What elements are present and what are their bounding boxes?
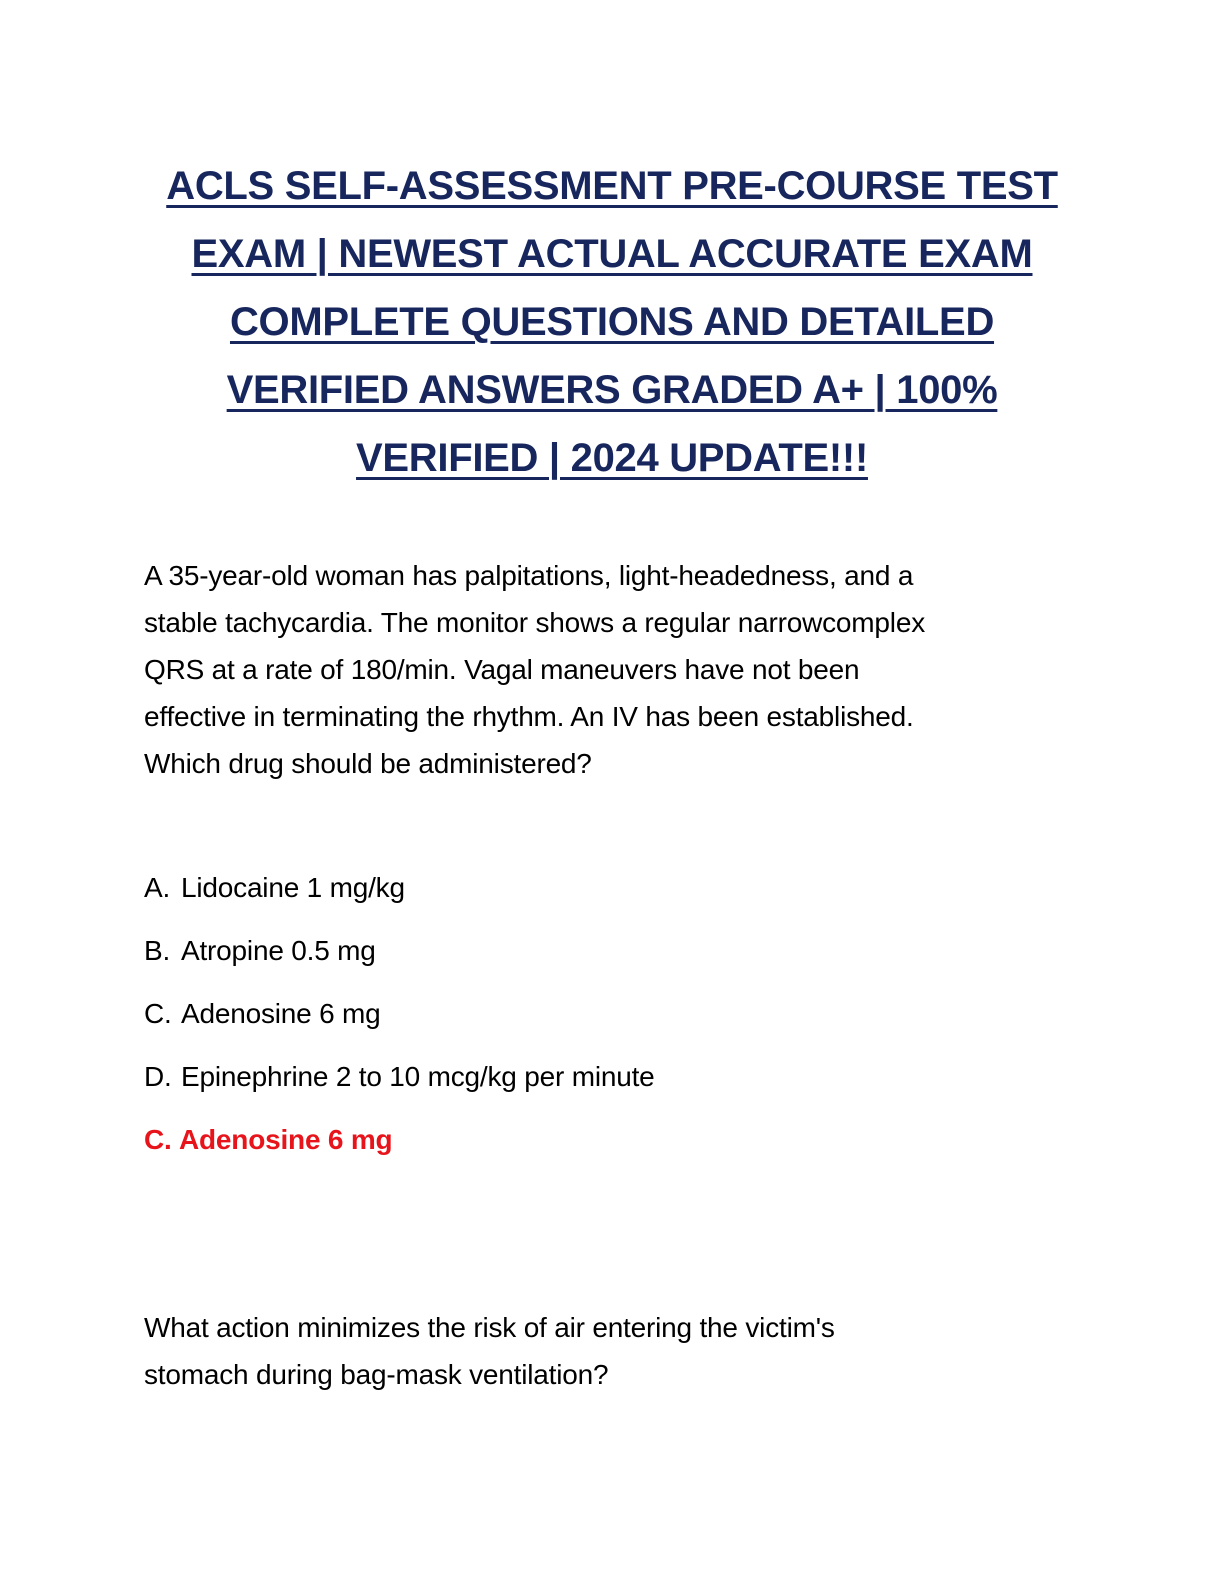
question-line: QRS at a rate of 180/min. Vagal maneuvers have not been: [144, 654, 860, 685]
option-text: Lidocaine 1 mg/kg: [181, 872, 405, 903]
option-a: [144, 864, 1104, 911]
answer-text: Adenosine 6 mg: [179, 1124, 393, 1155]
title-line-text: COMPLETE QUESTIONS AND DETAILED: [229, 300, 995, 344]
title-line-text: VERIFIED ANSWERS GRADED A+ | 100%: [226, 368, 998, 412]
option-letter: C.: [144, 998, 172, 1029]
document-title: [100, 152, 1124, 492]
option-b: [144, 927, 1104, 974]
option-text: Adenosine 6 mg: [181, 998, 381, 1029]
option-letter: A.: [144, 872, 171, 903]
title-line-text: EXAM | NEWEST ACTUAL ACCURATE EXAM: [191, 232, 1033, 276]
answer-options-list: [144, 864, 1104, 1116]
title-line: [100, 288, 1124, 356]
option-letter: B.: [144, 935, 171, 966]
title-line-text: VERIFIED | 2024 UPDATE!!!: [356, 436, 868, 480]
option-text: Atropine 0.5 mg: [181, 935, 376, 966]
title-line-text: ACLS SELF-ASSESSMENT PRE-COURSE TEST: [166, 164, 1058, 208]
question-line: stomach during bag-mask ventilation?: [144, 1359, 609, 1390]
title-line: [100, 356, 1124, 424]
title-line: [100, 152, 1124, 220]
option-d: [144, 1053, 1104, 1100]
title-line: [100, 220, 1124, 288]
question-line: stable tachycardia. The monitor shows a regular narrowcomplex: [144, 607, 925, 638]
option-letter: D.: [144, 1061, 172, 1092]
option-c: [144, 990, 1104, 1037]
answer-letter: C.: [144, 1124, 172, 1155]
question-line: effective in terminating the rhythm. An IV has been established.: [144, 701, 914, 732]
question-line: Which drug should be administered?: [144, 748, 592, 779]
question-2-text: [144, 1304, 1104, 1398]
title-line: [100, 424, 1124, 492]
option-text: Epinephrine 2 to 10 mcg/kg per minute: [181, 1061, 655, 1092]
correct-answer: [144, 1116, 392, 1163]
question-line: A 35-year-old woman has palpitations, light-headedness, and a: [144, 560, 914, 591]
question-line: What action minimizes the risk of air entering the victim's: [144, 1312, 835, 1343]
question-1-text: [144, 552, 1104, 787]
